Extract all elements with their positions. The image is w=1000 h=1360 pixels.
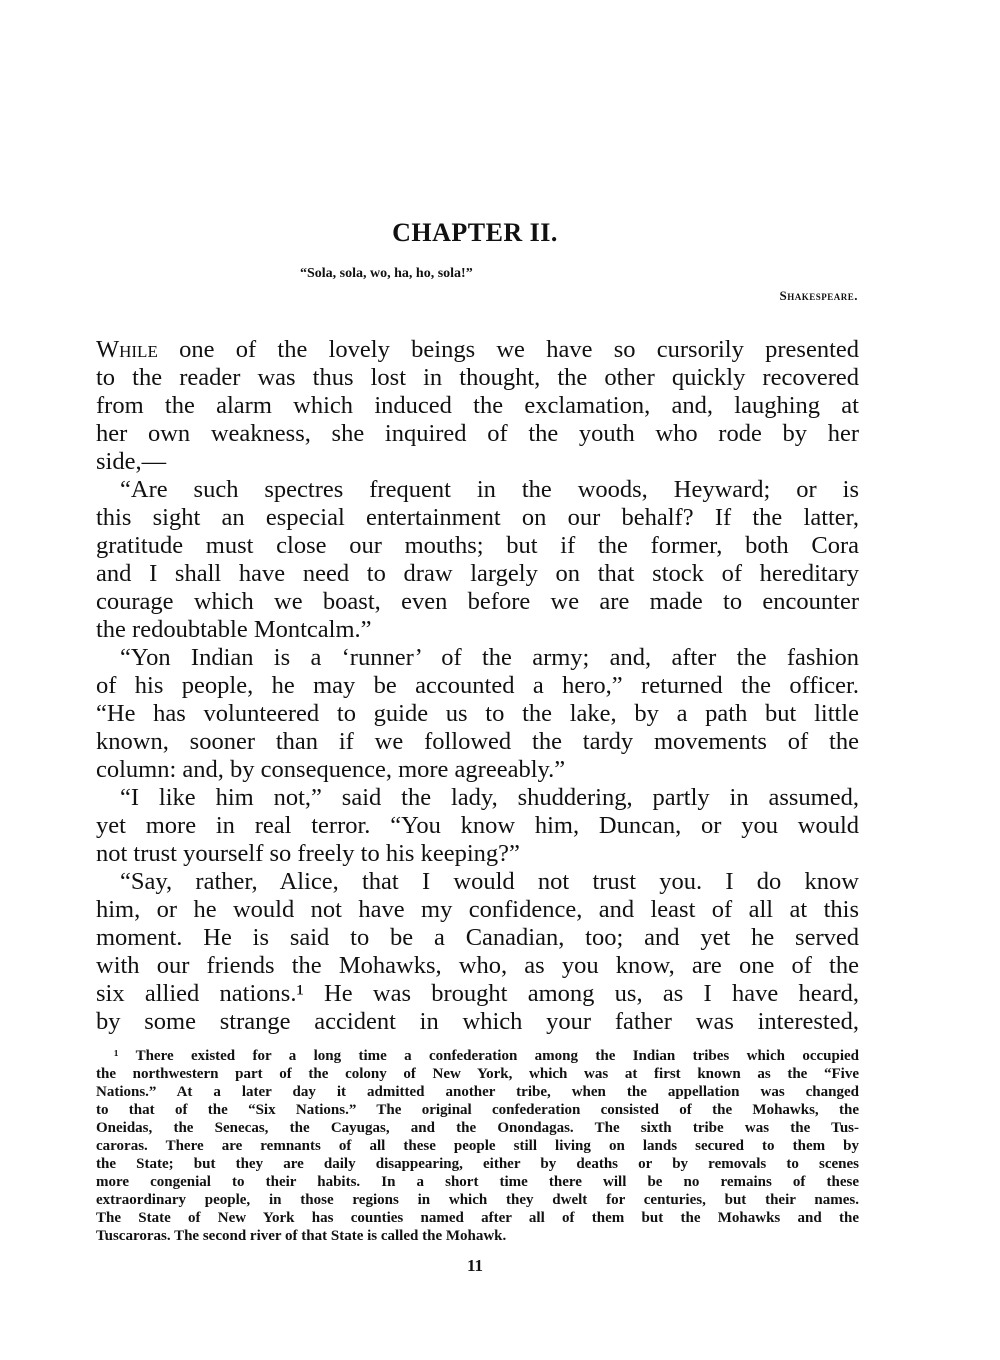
body-line [96,476,859,504]
body-line [96,588,859,616]
body-line [96,392,859,420]
footnote-line-text: Oneidas, the Senecas, the Cayugas, and the Onondagas. The sixth tribe was the Tus- [96,1120,859,1136]
body-line [96,756,859,784]
body-line [96,924,859,952]
body-line [96,868,859,896]
footnote-line-text: Nations.” At a later day it admitted another tribe, when the appellation was changed [96,1084,859,1100]
body-text [96,336,859,1036]
body-line [96,616,859,644]
body-line-text: “Say, rather, Alice, that I would not trust you. I do know [120,868,859,895]
footnote-line-text: ¹ There existed for a long time a confederation among the Indian tribes which occupied [114,1048,859,1064]
body-line-text: “Yon Indian is a ‘runner’ of the army; and, after the fashion [120,644,859,671]
drop-lead-word: While [96,336,158,363]
body-line [96,812,859,840]
body-line [96,700,859,728]
body-line-text: six allied nations.¹ He was brought among us, as I have heard, [96,980,859,1007]
footnote-line [96,1209,859,1227]
footnote-line [96,1227,859,1245]
body-line [96,448,859,476]
body-line [96,672,859,700]
page-number: 11 [466,1256,484,1275]
body-line-text: courage which we boast, even before we are made to encounter [96,588,859,615]
body-line [96,560,859,588]
body-line [96,420,859,448]
body-line [96,784,859,812]
footnote-line [96,1119,859,1137]
footnote-line [96,1137,859,1155]
footnote-line-text: caroras. There are remnants of all these people still living on lands secured to them by [96,1138,859,1154]
body-line-text: yet more in real terror. “You know him, Duncan, or you would [96,812,859,839]
footnote-line [96,1191,859,1209]
body-line [96,364,859,392]
body-line [96,532,859,560]
footnote-line-text: to that of the “Six Nations.” The original confederation consisted of the Mohawks, the [96,1102,859,1118]
body-line-text: not trust yourself so freely to his keeping?” [96,840,520,867]
body-line [96,896,859,924]
body-line-text: moment. He is said to be a Canadian, too; and yet he served [96,924,859,951]
body-line-text: one of the lovely beings we have so cursorily presented [157,336,859,363]
body-line [96,952,859,980]
body-line-text: and I shall have need to draw largely on that stock of hereditary [96,560,859,587]
body-line-text: “He has volunteered to guide us to the lake, by a path but little [96,700,859,727]
footnote-line [96,1065,859,1083]
footnote-line [96,1083,859,1101]
footnote-line [96,1047,859,1065]
chapter-title: CHAPTER II. [392,218,558,247]
body-line-text: from the alarm which induced the exclamation, and, laughing at [96,392,859,419]
body-line [96,504,859,532]
body-line-text: this sight an especial entertainment on our behalf? If the latter, [96,504,859,531]
footnote-line-text: extraordinary people, in those regions in which they dwelt for centuries, but their names. [96,1192,859,1208]
body-line [96,644,859,672]
body-line-text: to the reader was thus lost in thought, the other quickly recovered [96,364,859,391]
body-line [96,980,859,1008]
footnote-line [96,1101,859,1119]
body-line-text: him, or he would not have my confidence, and least of all at this [96,896,859,923]
epigraph-quote: “Sola, sola, wo, ha, ho, sola!” [300,266,473,281]
body-line [96,1008,859,1036]
body-line [96,728,859,756]
body-line-text: gratitude must close our mouths; but if the former, both Cora [96,532,859,559]
body-line [96,840,859,868]
footnote-line-text: more congenial to their habits. In a short time there will be no remains of these [96,1174,859,1190]
body-line-text: by some strange accident in which your father was interested, [96,1008,859,1035]
body-line-text: “Are such spectres frequent in the woods, Heyward; or is [120,476,859,503]
footnote-line-text: the State; but they are daily disappearing, either by deaths or by removals to scenes [96,1156,859,1172]
footnote-line-text: The State of New York has counties named after all of them but the Mohawks and the [96,1210,859,1226]
footnote-line [96,1173,859,1191]
body-line-text: known, sooner than if we followed the tardy movements of the [96,728,859,755]
body-line-text: her own weakness, she inquired of the youth who rode by her [96,420,859,447]
footnote-line-text: Tuscaroras. The second river of that State is called the Mohawk. [96,1228,507,1244]
footnote-line [96,1155,859,1173]
epigraph-attribution: Shakespeare. [779,288,858,303]
body-line-text: the redoubtable Montcalm.” [96,616,372,643]
body-line-text: “I like him not,” said the lady, shuddering, partly in assumed, [120,784,859,811]
body-line-text: column: and, by consequence, more agreeably.” [96,756,566,783]
body-line-text: with our friends the Mohawks, who, as you know, are one of the [96,952,859,979]
footnote [96,1047,859,1245]
body-line-text: of his people, he may be accounted a hero,” returned the officer. [96,672,859,699]
body-line-text: side,— [96,448,167,475]
body-line [96,336,859,364]
footnote-line-text: the northwestern part of the colony of New York, which was at first known as the “Five [96,1066,859,1082]
